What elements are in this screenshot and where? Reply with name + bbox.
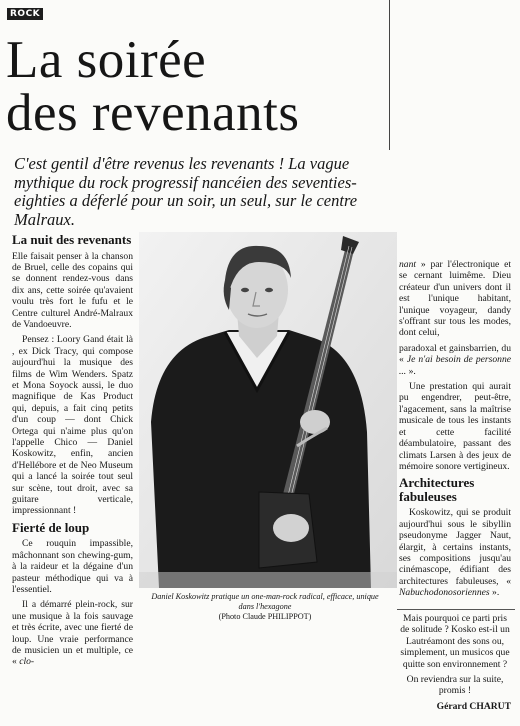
section-tag: ROCK (7, 8, 43, 20)
paragraph: Ce rouquin impassible, mâchonnant son chewing-gum, à la raideur et la dégaine d'un pasteur méthodique qui va à l'essentiel. (12, 538, 133, 595)
boxed-rule (397, 609, 515, 610)
paragraph-text: ». (408, 365, 416, 377)
lead-paragraph: C'est gentil d'être revenus les revenants ! La vague mythique du rock progressif nancéien des seventies-eighties a déferlé pour un soir, un seul, sur le centre Malraux. (14, 154, 358, 229)
headline-line-2: des revenants (6, 84, 300, 142)
paragraph (12, 599, 133, 667)
paragraph: Mais pourquoi ce parti pris de solitude ? Kosko est-il un Lautréamont des sons ou, simplement, un musicos que quitte son environnement ? (400, 613, 510, 670)
column-left (12, 229, 133, 672)
photo-koskowitz (139, 232, 397, 588)
paragraph (399, 507, 511, 598)
caption-text: Daniel Koskowitz pratique un one-man-rock radical, efficace, unique dans l'hexagone (151, 592, 379, 611)
paragraph: On reviendra sur la suite, promis ! (406, 674, 504, 697)
subheading-fierte: Fierté de loup (12, 519, 90, 535)
paragraph: Une prestation qui aurait pu engendrer, peut-être, l'agacement, sans la maîtrise musicale de tous les instants et cette facilité déambulatoire, passant des climats Larsen à des jeux de mémoire sonore vertigineux. (399, 381, 511, 472)
paragraph-italic: Nabuchodonosoriennes (399, 587, 490, 599)
subheading-architectures: Architectures fabuleuses (399, 475, 475, 504)
paragraph-text: ». (492, 587, 500, 599)
paragraph: Pensez : Loory Gand était là , ex Dick Tracy, qui compose aujourd'hui la musique des films de Wim Wenders. Spatz et Mona Soyock aussi, le duo magnifique de Kas Product qui, depuis, a fait cinq petits d'un coup — dont Chick Ortega qui n'aime plus qu'on l'appelle Chico — Daniel Koskowitz, enfin, ancien d'Hellébore et de Neo Museum qui a lancé la soirée tout seul sur scène, tout droit, avec sa guitare verticale, impressionnant ! (12, 334, 133, 517)
paragraph (399, 343, 511, 377)
headline (6, 31, 406, 142)
paragraph-text: Il a démarré plein-rock, sur une musique à la fois sauvage et très écrite, avec une fierté de loup. Une vraie performance de musicien un et multiple, ce « (12, 599, 133, 668)
paragraph (399, 259, 511, 339)
subheading-nuit: La nuit des revenants (12, 232, 132, 247)
photo-caption (150, 592, 380, 622)
headline-line-1: La soirée (6, 31, 207, 89)
musician-illustration (139, 232, 397, 588)
paragraph-italic: clo- (19, 656, 35, 668)
column-right-end (399, 613, 511, 712)
paragraph-italic: Je n'ai besoin de personne ... (399, 354, 511, 377)
paragraph-text: Koskowitz, qui se produit aujourd'hui sous le sibyllin pseudonyme Jagger Naut, élargit, à certains instants, ses compositions jusqu'au cinémascope, édifiant des architectures fabuleuses, « (399, 507, 511, 587)
paragraph: Elle faisait penser à la chanson de Bruel, celle des copains qui se donnent rendez-vous dans dix ans, cette soirée qu'avaient voulu très fort le fufu et le Centre culturel André-Malraux de Vandoeuvre. (12, 250, 133, 330)
photo-credit: (Photo Claude PHILIPPOT) (218, 612, 312, 621)
column-right (399, 259, 511, 603)
author-byline: Gérard CHARUT (436, 700, 511, 712)
paragraph-italic: nant (399, 259, 417, 270)
paragraph-text: » par l'électronique et se cernant luimême. Dieu créateur d'un univers dont il est l'unique habitant, l'unique voyageur, dandy s'offrant sur tous les modes, dont celui, (399, 259, 511, 339)
paragraph-text: paradoxal et gainsbarrien, du « (399, 342, 511, 366)
